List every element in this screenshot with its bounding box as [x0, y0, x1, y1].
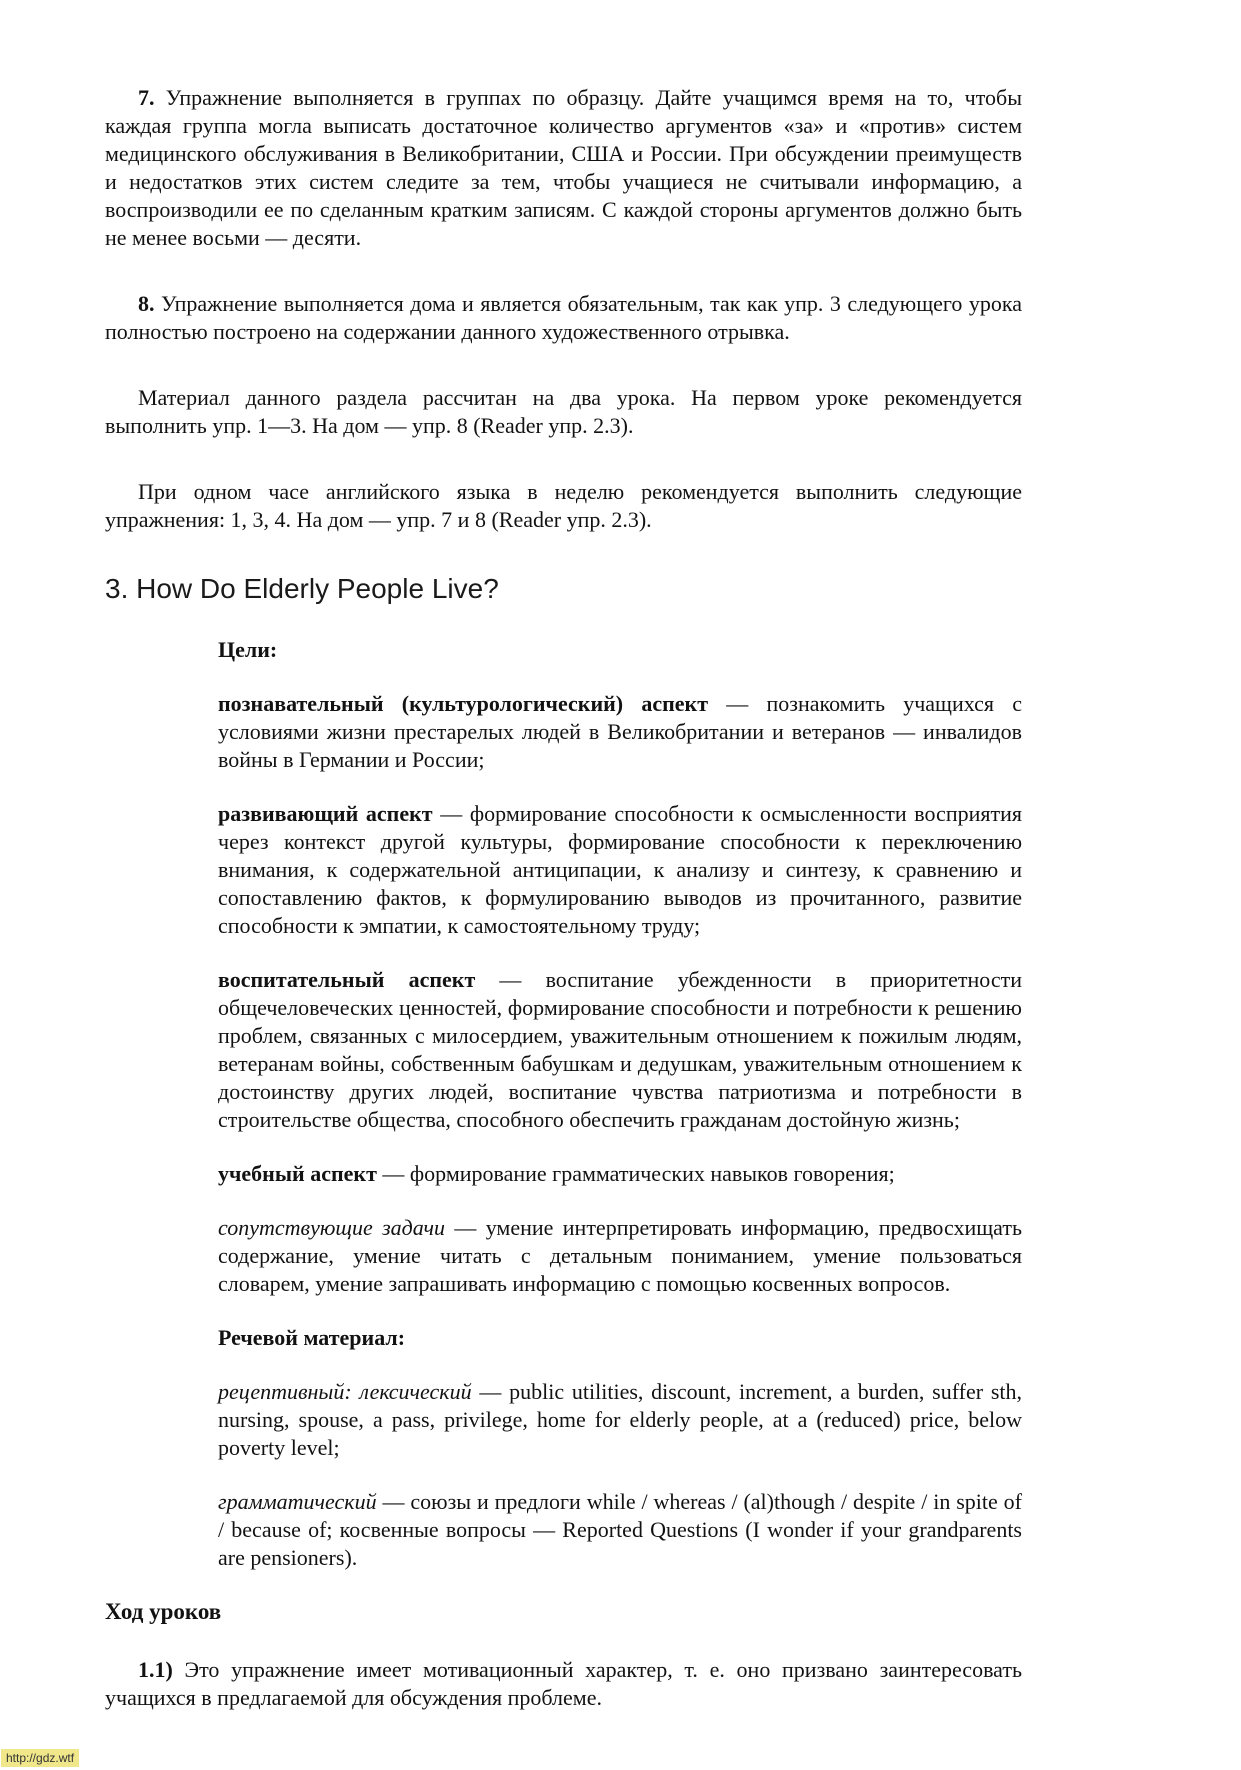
paragraph-one-hour-plan: При одном часе английского языка в неделю рекомендуется выполнить следующие упражнения: 1, 3, 4. На дом — упр. 7 и 8 (Reader упр. 2.3).	[105, 479, 1022, 532]
cognitive-aspect-lead: познавательный (культурологический) аспект	[218, 691, 709, 716]
learning-aspect-text: — формирование грамматических навыков говорения;	[382, 1161, 895, 1186]
paragraph-material-plan: Материал данного раздела рассчитан на два урока. На первом уроке рекомендуется выполнить упр. 1—3. На дом — упр. 8 (Reader упр. 2.3).	[105, 385, 1022, 438]
receptive-lexical-text: — public utilities, discount, increment, a burden, suffer sth, nursing, spouse, a pass, privilege, home for elderly people, at a (reduced) price, below poverty level;	[218, 1379, 1022, 1460]
task-1-1-number: 1.1)	[138, 1657, 173, 1682]
developing-aspect-text: — формирование способности к осмысленности восприятия через контекст другой культуры, формирование способности к переключению внимания, к содержательной антиципации, к анализу и синтезу, к сравнению и сопоставлению фактов, к формулированию выводов из прочитанного, развитие способности к эмпатии, к самостоятельному труду;	[218, 801, 1022, 938]
paragraph-accompanying-tasks	[218, 1214, 1022, 1298]
paragraph-task-1-1	[105, 1656, 1022, 1712]
paragraph-learning-aspect	[218, 1160, 1022, 1188]
grammatical-lead: грамматический	[218, 1489, 377, 1514]
receptive-lexical-lead: рецептивный: лексический	[218, 1379, 472, 1404]
page-content	[105, 84, 1022, 1750]
paragraph-exercise-7	[105, 84, 1022, 252]
paragraph-developing-aspect	[218, 800, 1022, 940]
task-1-1-text: Это упражнение имеет мотивационный характер, т. е. оно призвано заинтересовать учащихся в предлагаемой для обсуждения проблеме.	[105, 1657, 1023, 1710]
section-heading: 3. How Do Elderly People Live?	[105, 573, 499, 604]
paragraph-cognitive-aspect	[218, 690, 1022, 774]
grammatical-text: — союзы и предлоги while / whereas / (al)though / despite / in spite of / because of; косвенные вопросы — Reported Questions (I wonder if your grandparents are pensioners).	[218, 1489, 1023, 1570]
accompanying-tasks-lead: сопутствующие задачи	[218, 1215, 445, 1240]
paragraph-grammatical	[218, 1488, 1022, 1572]
learning-aspect-lead: учебный аспект	[218, 1161, 377, 1186]
exercise-8-text: Упражнение выполняется дома и является обязательным, так как упр. 3 следующего урока полностью построено на содержании данного художественного отрывка.	[105, 291, 1022, 344]
speech-material-label: Речевой материал:	[218, 1325, 406, 1350]
exercise-7-text: Упражнение выполняется в группах по образцу. Дайте учащимся время на то, чтобы каждая группа могла выписать достаточное количество аргументов «за» и «против» систем медицинского обслуживания в Великобритании, США и России. При обсуждении преимуществ и недостатков этих систем следите за тем, чтобы учащиеся не считывали информацию, а воспроизводили ее по сделанным кратким записям. С каждой стороны аргументов должно быть не менее восьми — десяти.	[105, 85, 1023, 250]
educational-aspect-text: — воспитание убежденности в приоритетности общечеловеческих ценностей, формирование способности и потребности к решению проблем, связанных с милосердием, уважительным отношением к пожилым людям, ветеранам войны, собственным бабушкам и дедушкам, уважительным отношением к достоинству других людей, воспитание чувства патриотизма и потребности в строительстве общества, способного обеспечить гражданам достойную жизнь;	[218, 967, 1023, 1132]
watermark-url: http://gdz.wtf	[1, 1749, 79, 1767]
cognitive-aspect-text: — познакомить учащихся с условиями жизни престарелых людей в Великобритании и ветеранов — инвалидов войны в Германии и России;	[218, 691, 1022, 772]
course-of-lessons-heading: Ход уроков	[105, 1599, 222, 1624]
exercise-7-number: 7.	[138, 85, 155, 110]
exercise-8-number: 8.	[138, 291, 155, 316]
educational-aspect-lead: воспитательный аспект	[218, 967, 476, 992]
paragraph-receptive-lexical	[218, 1378, 1022, 1462]
developing-aspect-lead: развивающий аспект	[218, 801, 433, 826]
paragraph-educational-aspect	[218, 966, 1022, 1134]
goals-label: Цели:	[218, 637, 278, 662]
paragraph-exercise-8	[105, 290, 1022, 346]
accompanying-tasks-text: — умение интерпретировать информацию, предвосхищать содержание, умение читать с детальным пониманием, умение пользоваться словарем, умение запрашивать информацию с помощью косвенных вопросов.	[218, 1215, 1023, 1296]
